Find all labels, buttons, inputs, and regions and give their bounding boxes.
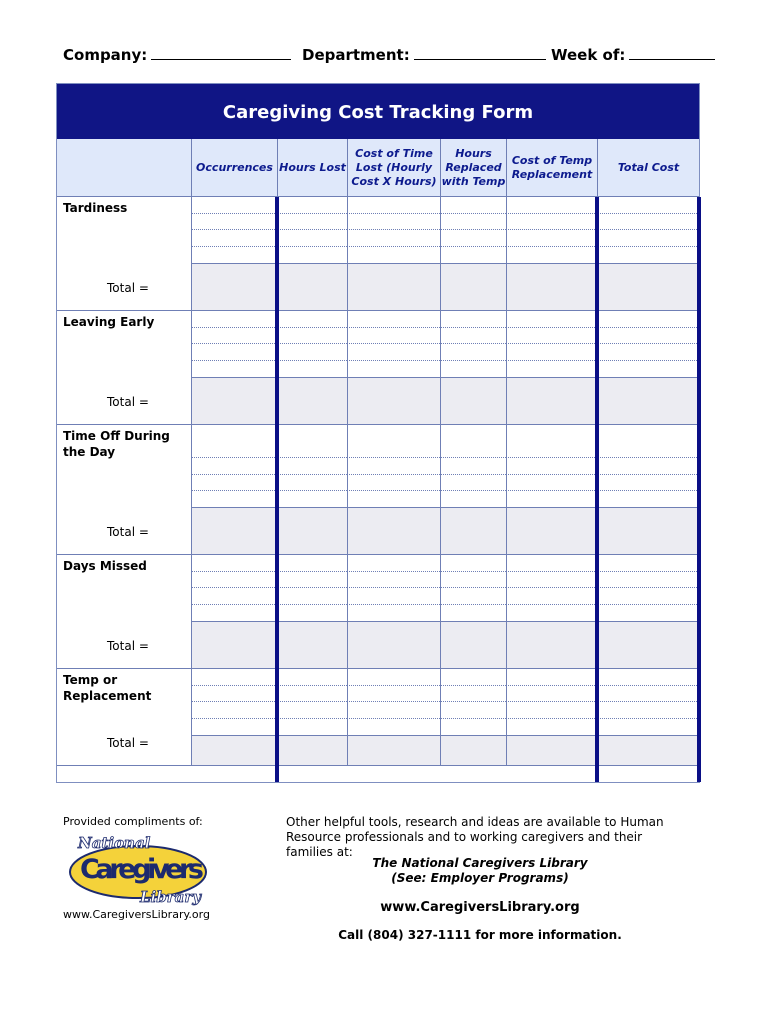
week-label: Week of: (551, 46, 626, 64)
entry-cell[interactable] (277, 328, 347, 344)
total-cell[interactable] (277, 508, 347, 555)
entry-cell[interactable] (440, 247, 506, 264)
entry-cell[interactable] (277, 669, 347, 686)
total-cell[interactable] (506, 264, 597, 311)
entry-cell[interactable] (277, 702, 347, 719)
entry-cell[interactable] (277, 588, 347, 605)
total-cell[interactable] (191, 508, 277, 555)
entry-cell[interactable] (597, 425, 699, 458)
total-cell[interactable] (277, 622, 347, 669)
entry-cell[interactable] (597, 719, 699, 736)
entry-cell[interactable] (347, 491, 440, 508)
entry-cell[interactable] (277, 719, 347, 736)
total-cell[interactable] (191, 622, 277, 669)
total-cell[interactable] (597, 378, 699, 425)
entry-cell[interactable] (347, 197, 440, 214)
column-header-1: Occurrences (191, 139, 277, 197)
section-label: Tardiness (57, 197, 191, 311)
section-label: Time Off During the Day (57, 425, 191, 555)
entry-cell[interactable] (440, 702, 506, 719)
entry-cell[interactable] (506, 491, 597, 508)
entry-cell[interactable] (597, 555, 699, 572)
entry-cell[interactable] (506, 214, 597, 230)
total-label: Total = (107, 736, 149, 750)
entry-cell[interactable] (347, 686, 440, 702)
entry-cell[interactable] (191, 247, 277, 264)
logo-main: Caregivers (80, 854, 204, 885)
library-note: (See: Employer Programs) (391, 871, 569, 885)
entry-cell[interactable] (506, 702, 597, 719)
entry-cell[interactable] (347, 247, 440, 264)
total-cell[interactable] (277, 378, 347, 425)
entry-cell[interactable] (597, 491, 699, 508)
total-cell[interactable] (191, 378, 277, 425)
entry-cell[interactable] (440, 214, 506, 230)
entry-cell[interactable] (347, 311, 440, 328)
entry-cell[interactable] (440, 686, 506, 702)
total-cell[interactable] (277, 264, 347, 311)
total-cell[interactable] (191, 736, 277, 766)
entry-cell[interactable] (347, 588, 440, 605)
entry-cell[interactable] (597, 214, 699, 230)
total-cell[interactable] (506, 508, 597, 555)
entry-cell[interactable] (191, 197, 277, 214)
entry-cell[interactable] (277, 555, 347, 572)
column-header-5: Cost of Temp Replacement (506, 139, 597, 197)
entry-cell[interactable] (506, 588, 597, 605)
entry-cell[interactable] (347, 361, 440, 378)
column-header-4: Hours Replaced with Temp (440, 139, 506, 197)
entry-cell[interactable] (506, 686, 597, 702)
entry-cell[interactable] (597, 572, 699, 588)
column-header-6: Total Cost (597, 139, 699, 197)
total-cell[interactable] (597, 622, 699, 669)
entry-cell[interactable] (440, 572, 506, 588)
department-field (302, 46, 546, 64)
entry-cell[interactable] (597, 247, 699, 264)
entry-cell[interactable] (277, 491, 347, 508)
entry-cell[interactable] (277, 311, 347, 328)
entry-cell[interactable] (597, 311, 699, 328)
entry-cell[interactable] (191, 475, 277, 491)
total-cell[interactable] (191, 264, 277, 311)
entry-cell[interactable] (506, 197, 597, 214)
entry-cell[interactable] (440, 475, 506, 491)
entry-cell[interactable] (440, 719, 506, 736)
entry-cell[interactable] (277, 686, 347, 702)
entry-cell[interactable] (191, 214, 277, 230)
entry-cell[interactable] (440, 230, 506, 247)
entry-cell[interactable] (277, 572, 347, 588)
entry-cell[interactable] (277, 230, 347, 247)
entry-cell[interactable] (191, 458, 277, 475)
entry-cell[interactable] (191, 328, 277, 344)
total-cell[interactable] (347, 622, 440, 669)
entry-cell[interactable] (191, 588, 277, 605)
entry-cell[interactable] (191, 702, 277, 719)
entry-cell[interactable] (347, 555, 440, 572)
intro-text: Other helpful tools, research and ideas are available to Human Resource professionals and to working caregivers and their families at: (286, 815, 664, 859)
entry-cell[interactable] (277, 475, 347, 491)
entry-cell[interactable] (191, 605, 277, 622)
provided-by: Provided compliments of: (63, 815, 203, 828)
total-cell[interactable] (597, 508, 699, 555)
total-cell[interactable] (440, 378, 506, 425)
entry-cell[interactable] (440, 425, 506, 458)
entry-cell[interactable] (597, 686, 699, 702)
entry-cell[interactable] (506, 361, 597, 378)
section-label: Leaving Early (57, 311, 191, 425)
entry-cell[interactable] (191, 555, 277, 572)
entry-cell[interactable] (191, 491, 277, 508)
total-label: Total = (107, 525, 149, 539)
entry-cell[interactable] (506, 555, 597, 572)
entry-cell[interactable] (597, 605, 699, 622)
entry-cell[interactable] (440, 311, 506, 328)
entry-cell[interactable] (347, 230, 440, 247)
entry-cell[interactable] (440, 344, 506, 361)
entry-cell[interactable] (347, 328, 440, 344)
entry-cell[interactable] (347, 475, 440, 491)
entry-cell[interactable] (191, 669, 277, 686)
entry-cell[interactable] (277, 361, 347, 378)
entry-cell[interactable] (506, 458, 597, 475)
entry-cell[interactable] (440, 491, 506, 508)
entry-cell[interactable] (347, 458, 440, 475)
entry-cell[interactable] (191, 344, 277, 361)
entry-cell[interactable] (347, 425, 440, 458)
entry-cell[interactable] (277, 344, 347, 361)
entry-cell[interactable] (597, 475, 699, 491)
entry-cell[interactable] (277, 197, 347, 214)
entry-cell[interactable] (347, 702, 440, 719)
entry-cell[interactable] (191, 686, 277, 702)
entry-cell[interactable] (191, 311, 277, 328)
entry-cell[interactable] (597, 669, 699, 686)
total-cell[interactable] (347, 264, 440, 311)
entry-cell[interactable] (191, 719, 277, 736)
entry-cell[interactable] (597, 328, 699, 344)
column-divider (697, 197, 701, 782)
caregivers-library-logo (66, 828, 216, 910)
entry-cell[interactable] (506, 311, 597, 328)
total-cell[interactable] (347, 508, 440, 555)
entry-cell[interactable] (347, 669, 440, 686)
entry-cell[interactable] (506, 344, 597, 361)
company-label: Company: (63, 46, 148, 64)
total-cell[interactable] (347, 736, 440, 766)
total-label: Total = (107, 395, 149, 409)
entry-cell[interactable] (277, 247, 347, 264)
department-blank[interactable] (414, 47, 546, 60)
total-cell[interactable] (597, 264, 699, 311)
entry-cell[interactable] (506, 475, 597, 491)
entry-cell[interactable] (191, 572, 277, 588)
total-cell[interactable] (440, 508, 506, 555)
entry-cell[interactable] (506, 669, 597, 686)
entry-cell[interactable] (597, 361, 699, 378)
library-name: The National Caregivers Library (372, 856, 588, 870)
entry-cell[interactable] (277, 458, 347, 475)
entry-cell[interactable] (440, 328, 506, 344)
logo-bottom: Library (140, 888, 201, 906)
entry-cell[interactable] (191, 361, 277, 378)
section-label: Days Missed (57, 555, 191, 669)
total-cell[interactable] (597, 736, 699, 766)
entry-cell[interactable] (191, 425, 277, 458)
entry-cell[interactable] (506, 247, 597, 264)
company-field (63, 46, 291, 64)
entry-cell[interactable] (597, 702, 699, 719)
entry-cell[interactable] (347, 214, 440, 230)
entry-cell[interactable] (597, 344, 699, 361)
entry-cell[interactable] (440, 555, 506, 572)
company-blank[interactable] (151, 47, 291, 60)
form-title: Caregiving Cost Tracking Form (57, 84, 699, 139)
column-header-3: Cost of Time Lost (Hourly Cost X Hours) (347, 139, 440, 197)
total-cell[interactable] (506, 622, 597, 669)
column-divider (595, 197, 599, 782)
entry-cell[interactable] (506, 328, 597, 344)
section-label: Temp or Replacement (57, 669, 191, 766)
total-cell[interactable] (440, 622, 506, 669)
website-small[interactable]: www.CaregiversLibrary.org (63, 908, 210, 921)
entry-cell[interactable] (597, 588, 699, 605)
entry-cell[interactable] (347, 719, 440, 736)
entry-cell[interactable] (506, 572, 597, 588)
week-field (551, 46, 715, 64)
entry-cell[interactable] (506, 605, 597, 622)
entry-cell[interactable] (506, 230, 597, 247)
total-label: Total = (107, 639, 149, 653)
call-line: Call (804) 327-1111 for more information. (338, 928, 622, 942)
entry-cell[interactable] (440, 588, 506, 605)
total-cell[interactable] (440, 736, 506, 766)
total-label: Total = (107, 281, 149, 295)
entry-cell[interactable] (440, 197, 506, 214)
tracking-form (56, 83, 700, 783)
logo-top: National (78, 834, 151, 852)
total-cell[interactable] (440, 264, 506, 311)
label-column-header (57, 139, 191, 197)
entry-cell[interactable] (277, 605, 347, 622)
column-divider (275, 197, 279, 782)
entry-cell[interactable] (347, 344, 440, 361)
total-cell[interactable] (506, 736, 597, 766)
entry-cell[interactable] (277, 425, 347, 458)
entry-cell[interactable] (440, 669, 506, 686)
entry-cell[interactable] (440, 458, 506, 475)
website-link[interactable]: www.CaregiversLibrary.org (380, 900, 580, 915)
total-cell[interactable] (506, 378, 597, 425)
call-text: Call (804) 327-1111 for more information (338, 928, 618, 942)
entry-cell[interactable] (597, 197, 699, 214)
entry-cell[interactable] (347, 605, 440, 622)
department-label: Department: (302, 46, 410, 64)
library-block (290, 856, 670, 886)
total-cell[interactable] (277, 736, 347, 766)
total-cell[interactable] (347, 378, 440, 425)
column-header-2: Hours Lost (277, 139, 347, 197)
entry-cell[interactable] (506, 719, 597, 736)
entry-cell[interactable] (277, 214, 347, 230)
entry-cell[interactable] (191, 230, 277, 247)
entry-cell[interactable] (440, 361, 506, 378)
entry-cell[interactable] (506, 425, 597, 458)
entry-cell[interactable] (597, 458, 699, 475)
week-blank[interactable] (629, 47, 715, 60)
entry-cell[interactable] (347, 572, 440, 588)
entry-cell[interactable] (440, 605, 506, 622)
entry-cell[interactable] (597, 230, 699, 247)
